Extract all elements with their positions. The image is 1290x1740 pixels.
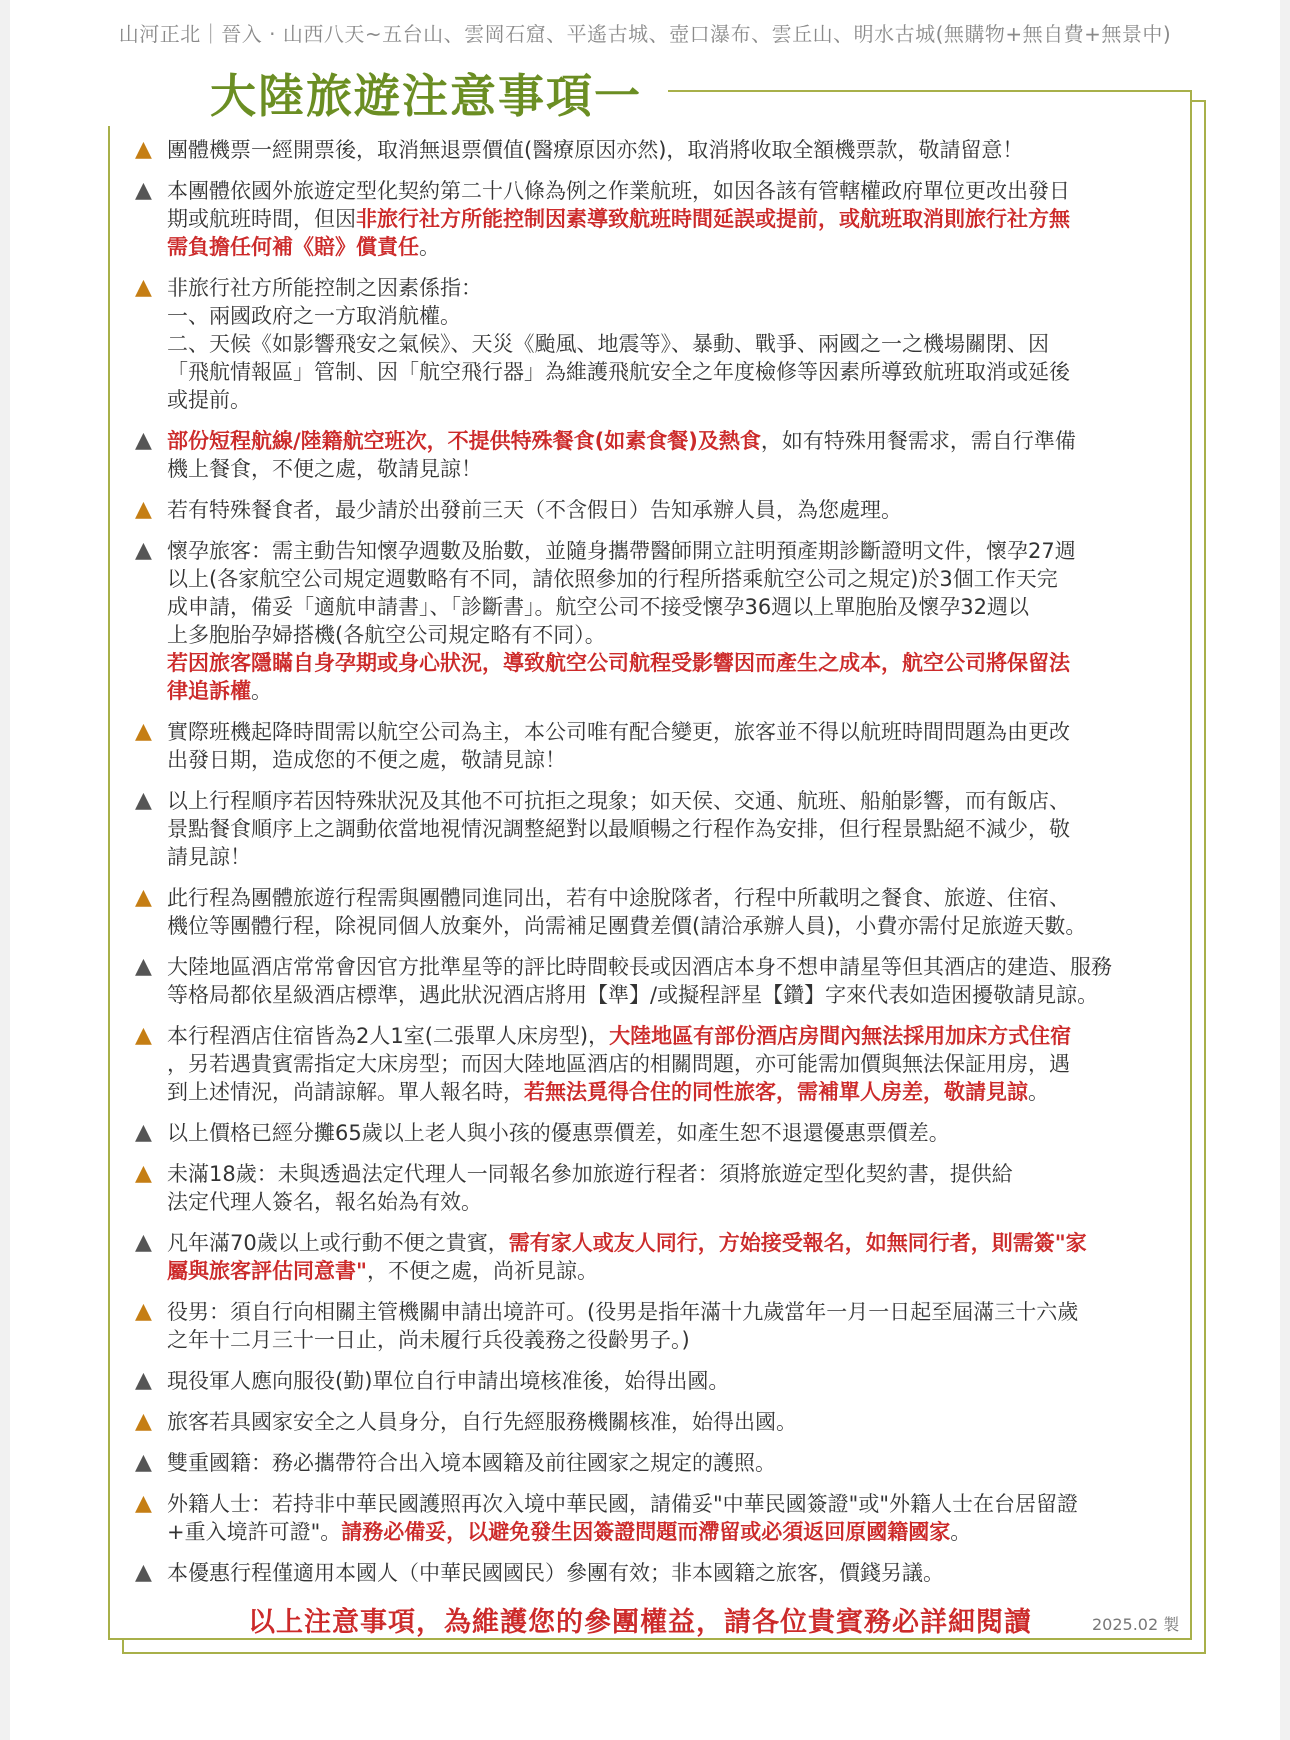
- notice-item-text: [167, 1490, 1175, 1546]
- notice-line: [167, 537, 1175, 565]
- body-text: ，如有特殊用餐需求，需自行準備: [760, 429, 1076, 453]
- document-page: [10, 0, 1280, 1740]
- notice-line: [167, 718, 1175, 746]
- body-text: 二、天候《如影響飛安之氣候》、天災《颱風、地震等》、暴動、戰爭、兩國之一之機場關閉、因: [167, 332, 1049, 356]
- notice-item-text: [167, 953, 1175, 1009]
- triangle-icon: ▲: [135, 1023, 152, 1048]
- body-text: 出發日期，造成您的不便之處，敬請見諒！: [167, 748, 566, 772]
- notice-line: [167, 649, 1175, 677]
- body-text: 未滿18歲：未與透過法定代理人一同報名參加旅遊行程者：須將旅遊定型化契約書，提供給: [167, 1162, 1013, 1186]
- highlight-text: 屬與旅客評估同意書": [167, 1259, 367, 1283]
- body-text: 到上述情況，尚請諒解。單人報名時，: [167, 1080, 524, 1104]
- notice-line: [167, 953, 1175, 981]
- notice-item-text: [167, 537, 1175, 705]
- notice-item: [135, 177, 1175, 261]
- notice-line: [167, 136, 1175, 164]
- triangle-icon: ▲: [135, 178, 152, 203]
- highlight-text: 部份短程航線/陸籍航空班次，不提供特殊餐食(如素食餐)及熱食: [167, 429, 761, 453]
- highlight-text: 律追訴權: [167, 679, 251, 703]
- highlight-text: 需有家人或友人同行，方始接受報名，如無同行者，則需簽"家: [508, 1231, 1087, 1255]
- notice-item-text: [167, 1559, 1175, 1587]
- notice-item: [135, 953, 1175, 1009]
- triangle-icon: ▲: [135, 1491, 152, 1516]
- body-text: 大陸地區酒店常常會因官方批準星等的評比時間較長或因酒店本身不想申請星等但其酒店的建造、服務: [167, 955, 1112, 979]
- body-text: 以上價格已經分攤65歲以上老人與小孩的優惠票價差，如產生恕不退還優惠票價差。: [167, 1121, 950, 1145]
- notice-item: [135, 496, 1175, 524]
- triangle-icon: ▲: [135, 137, 152, 162]
- notice-item: [135, 1449, 1175, 1477]
- notice-line: [167, 1518, 1175, 1546]
- notice-item-text: [167, 1229, 1175, 1285]
- body-text: 此行程為團體旅遊行程需與團體同進同出，若有中途脫隊者，行程中所載明之餐食、旅遊、住宿、: [167, 886, 1070, 910]
- notice-item-text: [167, 1119, 1175, 1147]
- body-text: ，另若遇貴賓需指定大床房型；而因大陸地區酒店的相關問題，亦可能需加價與無法保証用房，遇: [167, 1052, 1070, 1076]
- notice-line: [167, 1188, 1175, 1216]
- body-text: 非旅行社方所能控制之因素係指：: [167, 276, 482, 300]
- notice-line: [167, 302, 1175, 330]
- notice-item-text: [167, 427, 1175, 483]
- body-text: 。: [251, 679, 272, 703]
- notice-item: [135, 1490, 1175, 1546]
- notice-line: [167, 1160, 1175, 1188]
- notice-line: [167, 815, 1175, 843]
- notice-line: [167, 358, 1175, 386]
- highlight-text: 非旅行社方所能控制因素導致航班時間延誤或提前，或航班取消則旅行社方無: [356, 207, 1070, 231]
- notice-line: [167, 177, 1175, 205]
- body-text: 現役軍人應向服役(勤)單位自行申請出境核准後，始得出國。: [167, 1369, 730, 1393]
- notice-line: [167, 386, 1175, 414]
- notice-item: [135, 1559, 1175, 1587]
- year-stamp: 2025.02 製: [1092, 1615, 1180, 1634]
- notice-line: [167, 1408, 1175, 1436]
- body-text: 景點餐食順序上之調動依當地視情況調整絕對以最順暢之行程作為安排，但行程景點絕不減少，敬: [167, 817, 1070, 841]
- body-text: 實際班機起降時間需以航空公司為主，本公司唯有配合變更，旅客並不得以航班時間問題為由更改: [167, 720, 1070, 744]
- body-text: +重入境許可證"。: [167, 1520, 342, 1544]
- triangle-icon: ▲: [135, 1230, 152, 1255]
- triangle-icon: ▲: [135, 1368, 152, 1393]
- notice-item: [135, 1298, 1175, 1354]
- notice-line: [167, 1050, 1175, 1078]
- body-text: 法定代理人簽名，報名始為有效。: [167, 1190, 482, 1214]
- notice-item-text: [167, 787, 1175, 871]
- body-text: 團體機票一經開票後，取消無退票價值(醫療原因亦然)，取消將收取全額機票款，敬請留意！: [167, 138, 1024, 162]
- triangle-icon: ▲: [135, 538, 152, 563]
- notice-item-text: [167, 1022, 1175, 1106]
- body-text: 本優惠行程僅適用本國人（中華民國國民）參團有效；非本國籍之旅客，價錢另議。: [167, 1561, 944, 1585]
- triangle-icon: ▲: [135, 954, 152, 979]
- triangle-icon: ▲: [135, 1161, 152, 1186]
- body-text: 上多胞胎孕婦搭機(各航空公司規定略有不同）。: [167, 623, 606, 647]
- notice-item-text: [167, 1449, 1175, 1477]
- notice-item: [135, 274, 1175, 414]
- highlight-text: 請務必備妥，以避免發生因簽證問題而滯留或必須返回原國籍國家: [341, 1520, 951, 1544]
- notice-item-text: [167, 177, 1175, 261]
- body-text: 一、兩國政府之一方取消航權。: [167, 304, 461, 328]
- notice-line: [167, 884, 1175, 912]
- notice-line: [167, 330, 1175, 358]
- notice-item-text: [167, 136, 1175, 164]
- notice-item-text: [167, 884, 1175, 940]
- footer-note: 以上注意事項，為維護您的參團權益，請各位貴賓務必詳細閱讀: [248, 1607, 1032, 1638]
- triangle-icon: ▲: [135, 1560, 152, 1585]
- notice-item-text: [167, 1160, 1175, 1216]
- notice-line: [167, 565, 1175, 593]
- body-text: 雙重國籍：務必攜帶符合出入境本國籍及前往國家之規定的護照。: [167, 1451, 776, 1475]
- notice-line: [167, 1326, 1175, 1354]
- triangle-icon: ▲: [135, 1120, 152, 1145]
- body-text: 旅客若具國家安全之人員身分，自行先經服務機關核准，始得出國。: [167, 1410, 797, 1434]
- body-text: 機位等團體行程，除視同個人放棄外，尚需補足團費差價(請洽承辦人員)，小費亦需付足旅遊天數。: [167, 914, 1087, 938]
- triangle-icon: ▲: [135, 1409, 152, 1434]
- body-text: 之年十二月三十一日止，尚未履行兵役義務之役齡男子。): [167, 1328, 690, 1352]
- notice-line: [167, 746, 1175, 774]
- notice-line: [167, 621, 1175, 649]
- highlight-text: 若因旅客隱瞞自身孕期或身心狀況，導致航空公司航程受影響因而產生之成本，航空公司將保留法: [167, 651, 1070, 675]
- body-text: 。: [950, 1520, 972, 1544]
- triangle-icon: ▲: [135, 497, 152, 522]
- notice-line: [167, 843, 1175, 871]
- body-text: 成申請，備妥「適航申請書」、「診斷書」。航空公司不接受懷孕36週以上單胞胎及懷孕32週以: [167, 595, 1029, 619]
- body-text: 凡年滿70歲以上或行動不便之貴賓，: [167, 1231, 509, 1255]
- notice-item-text: [167, 1298, 1175, 1354]
- notice-line: [167, 427, 1175, 455]
- notice-line: [167, 1257, 1175, 1285]
- body-text: 。: [1028, 1080, 1049, 1104]
- notice-line: [167, 1298, 1175, 1326]
- body-text: 等格局都依星級酒店標準，遇此狀況酒店將用【準】/或擬程評星【鑽】字來代表如造困擾敬請見諒。: [167, 983, 1099, 1007]
- triangle-icon: ▲: [135, 275, 152, 300]
- body-text: 或提前。: [167, 388, 251, 412]
- notice-line: [167, 912, 1175, 940]
- notice-line: [167, 1490, 1175, 1518]
- triangle-icon: ▲: [135, 788, 152, 813]
- notice-item: [135, 718, 1175, 774]
- body-text: 期或航班時間，但因: [167, 207, 356, 231]
- notice-line: [167, 1367, 1175, 1395]
- body-text: 以上(各家航空公司規定週數略有不同，請依照參加的行程所搭乘航空公司之規定)於3個工作天完: [167, 567, 1058, 591]
- body-text: 本行程酒店住宿皆為2人1室(二張單人床房型)，: [167, 1024, 610, 1048]
- triangle-icon: ▲: [135, 1299, 152, 1324]
- notice-item: [135, 884, 1175, 940]
- notice-line: [167, 1229, 1175, 1257]
- body-text: 役男：須自行向相關主管機關申請出境許可。(役男是指年滿十九歲當年一月一日起至屆滿三十六歲: [167, 1300, 1079, 1324]
- notice-item: [135, 1229, 1175, 1285]
- triangle-icon: ▲: [135, 1450, 152, 1475]
- body-text: 懷孕旅客：需主動告知懷孕週數及胎數，並隨身攜帶醫師開立註明預產期診斷證明文件，懷孕27週: [167, 539, 1076, 563]
- body-text: 以上行程順序若因特殊狀況及其他不可抗拒之現象；如天侯、交通、航班、船舶影響，而有飯店、: [167, 789, 1070, 813]
- notice-item: [135, 1367, 1175, 1395]
- notice-item: [135, 1160, 1175, 1216]
- body-text: 機上餐食，不便之處，敬請見諒！: [167, 457, 482, 481]
- highlight-text: 需負擔任何補《賠》償責任: [167, 235, 419, 259]
- notice-item: [135, 537, 1175, 705]
- body-text: 若有特殊餐食者，最少請於出發前三天（不含假日）告知承辦人員，為您處理。: [167, 498, 902, 522]
- notice-item-text: [167, 274, 1175, 414]
- notice-item: [135, 1408, 1175, 1436]
- body-text: 「飛航情報區」管制、因「航空飛行器」為維護飛航安全之年度檢修等因素所導致航班取消或延後: [167, 360, 1070, 384]
- notice-line: [167, 593, 1175, 621]
- body-text: 外籍人士：若持非中華民國護照再次入境中華民國，請備妥"中華民國簽證"或"外籍人士在台居留證: [167, 1492, 1078, 1516]
- notice-line: [167, 274, 1175, 302]
- notice-item-text: [167, 1367, 1175, 1395]
- page-title: 大陸旅遊注意事項一: [210, 70, 648, 122]
- body-text: 。: [419, 235, 440, 259]
- notice-line: [167, 787, 1175, 815]
- body-text: ，不便之處，尚祈見諒。: [366, 1259, 598, 1283]
- triangle-icon: ▲: [135, 719, 152, 744]
- notice-line: [167, 1022, 1175, 1050]
- notice-line: [167, 455, 1175, 483]
- notice-line: [167, 496, 1175, 524]
- notice-item: [135, 787, 1175, 871]
- body-text: 本團體依國外旅遊定型化契約第二十八條為例之作業航班，如因各該有管轄權政府單位更改出發日: [167, 179, 1070, 203]
- notice-list: [135, 136, 1175, 1600]
- notice-item: [135, 427, 1175, 483]
- page-header: 山河正北｜晉入 · 山西八天~五台山、雲岡石窟、平遙古城、壺口瀑布、雲丘山、明水古城(無購物+無自費+無景中): [118, 22, 1172, 46]
- triangle-icon: ▲: [135, 885, 152, 910]
- highlight-text: 若無法覓得合住的同性旅客，需補單人房差，敬請見諒: [524, 1080, 1028, 1104]
- triangle-icon: ▲: [135, 428, 152, 453]
- notice-line: [167, 205, 1175, 233]
- notice-line: [167, 1078, 1175, 1106]
- notice-item: [135, 136, 1175, 164]
- notice-item-text: [167, 496, 1175, 524]
- notice-line: [167, 981, 1175, 1009]
- notice-item: [135, 1022, 1175, 1106]
- notice-line: [167, 677, 1175, 705]
- notice-line: [167, 1119, 1175, 1147]
- notice-item: [135, 1119, 1175, 1147]
- notice-line: [167, 1449, 1175, 1477]
- notice-line: [167, 233, 1175, 261]
- notice-item-text: [167, 718, 1175, 774]
- highlight-text: 大陸地區有部份酒店房間內無法採用加床方式住宿: [609, 1024, 1072, 1048]
- notice-line: [167, 1559, 1175, 1587]
- body-text: 請見諒！: [167, 845, 251, 869]
- notice-item-text: [167, 1408, 1175, 1436]
